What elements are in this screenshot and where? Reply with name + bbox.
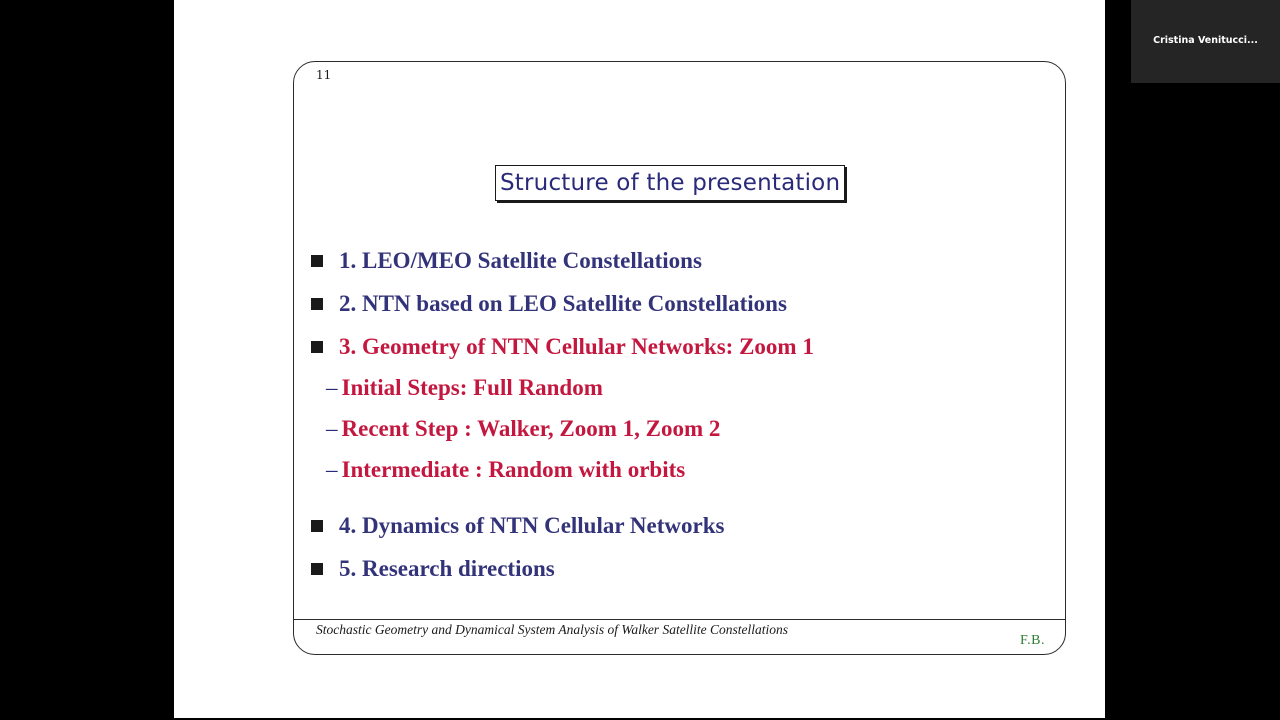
outline-subitem-3 [326, 456, 685, 484]
outline-subitem-label: Recent Step : Walker, Zoom 1, Zoom 2 [341, 416, 721, 441]
dash-bullet: – [326, 457, 338, 482]
square-bullet-icon [311, 255, 323, 267]
dash-bullet: – [326, 416, 338, 441]
outline-subitem-2 [326, 415, 720, 443]
outline-item-label: 1. LEO/MEO Satellite Constellations [339, 248, 702, 273]
outline-subitem-label: Initial Steps: Full Random [341, 375, 603, 400]
slide-page [174, 0, 1105, 718]
slide-title-box [495, 165, 845, 201]
outline-item-4 [311, 512, 724, 540]
outline-item-5 [311, 555, 555, 583]
outline-item-2 [311, 290, 787, 318]
outline-item-label: 5. Research directions [339, 556, 555, 581]
outline-item-1 [311, 247, 702, 275]
participant-name: Cristina Venitucci... [1153, 35, 1258, 46]
outline-item-3 [311, 333, 814, 361]
slide-frame [293, 61, 1066, 655]
outline-item-label: 2. NTN based on LEO Satellite Constellations [339, 291, 787, 316]
outline-subitem-1 [326, 374, 603, 402]
participant-video-tile[interactable] [1131, 0, 1280, 83]
outline-item-label: 4. Dynamics of NTN Cellular Networks [339, 513, 725, 538]
square-bullet-icon [311, 298, 323, 310]
slide-footer-text: Stochastic Geometry and Dynamical System Analysis of Walker Satellite Constellations [316, 622, 789, 637]
slide-title: Structure of the presentation [500, 170, 841, 196]
square-bullet-icon [311, 563, 323, 575]
footer-divider [294, 619, 1065, 620]
slide-footer-initials: F.B. [1019, 633, 1045, 648]
square-bullet-icon [311, 520, 323, 532]
square-bullet-icon [311, 341, 323, 353]
outline-subitem-label: Intermediate : Random with orbits [341, 457, 686, 482]
slide-number: 11 [316, 68, 332, 82]
dash-bullet: – [326, 375, 338, 400]
outline-item-label: 3. Geometry of NTN Cellular Networks: Zoom 1 [339, 334, 814, 359]
